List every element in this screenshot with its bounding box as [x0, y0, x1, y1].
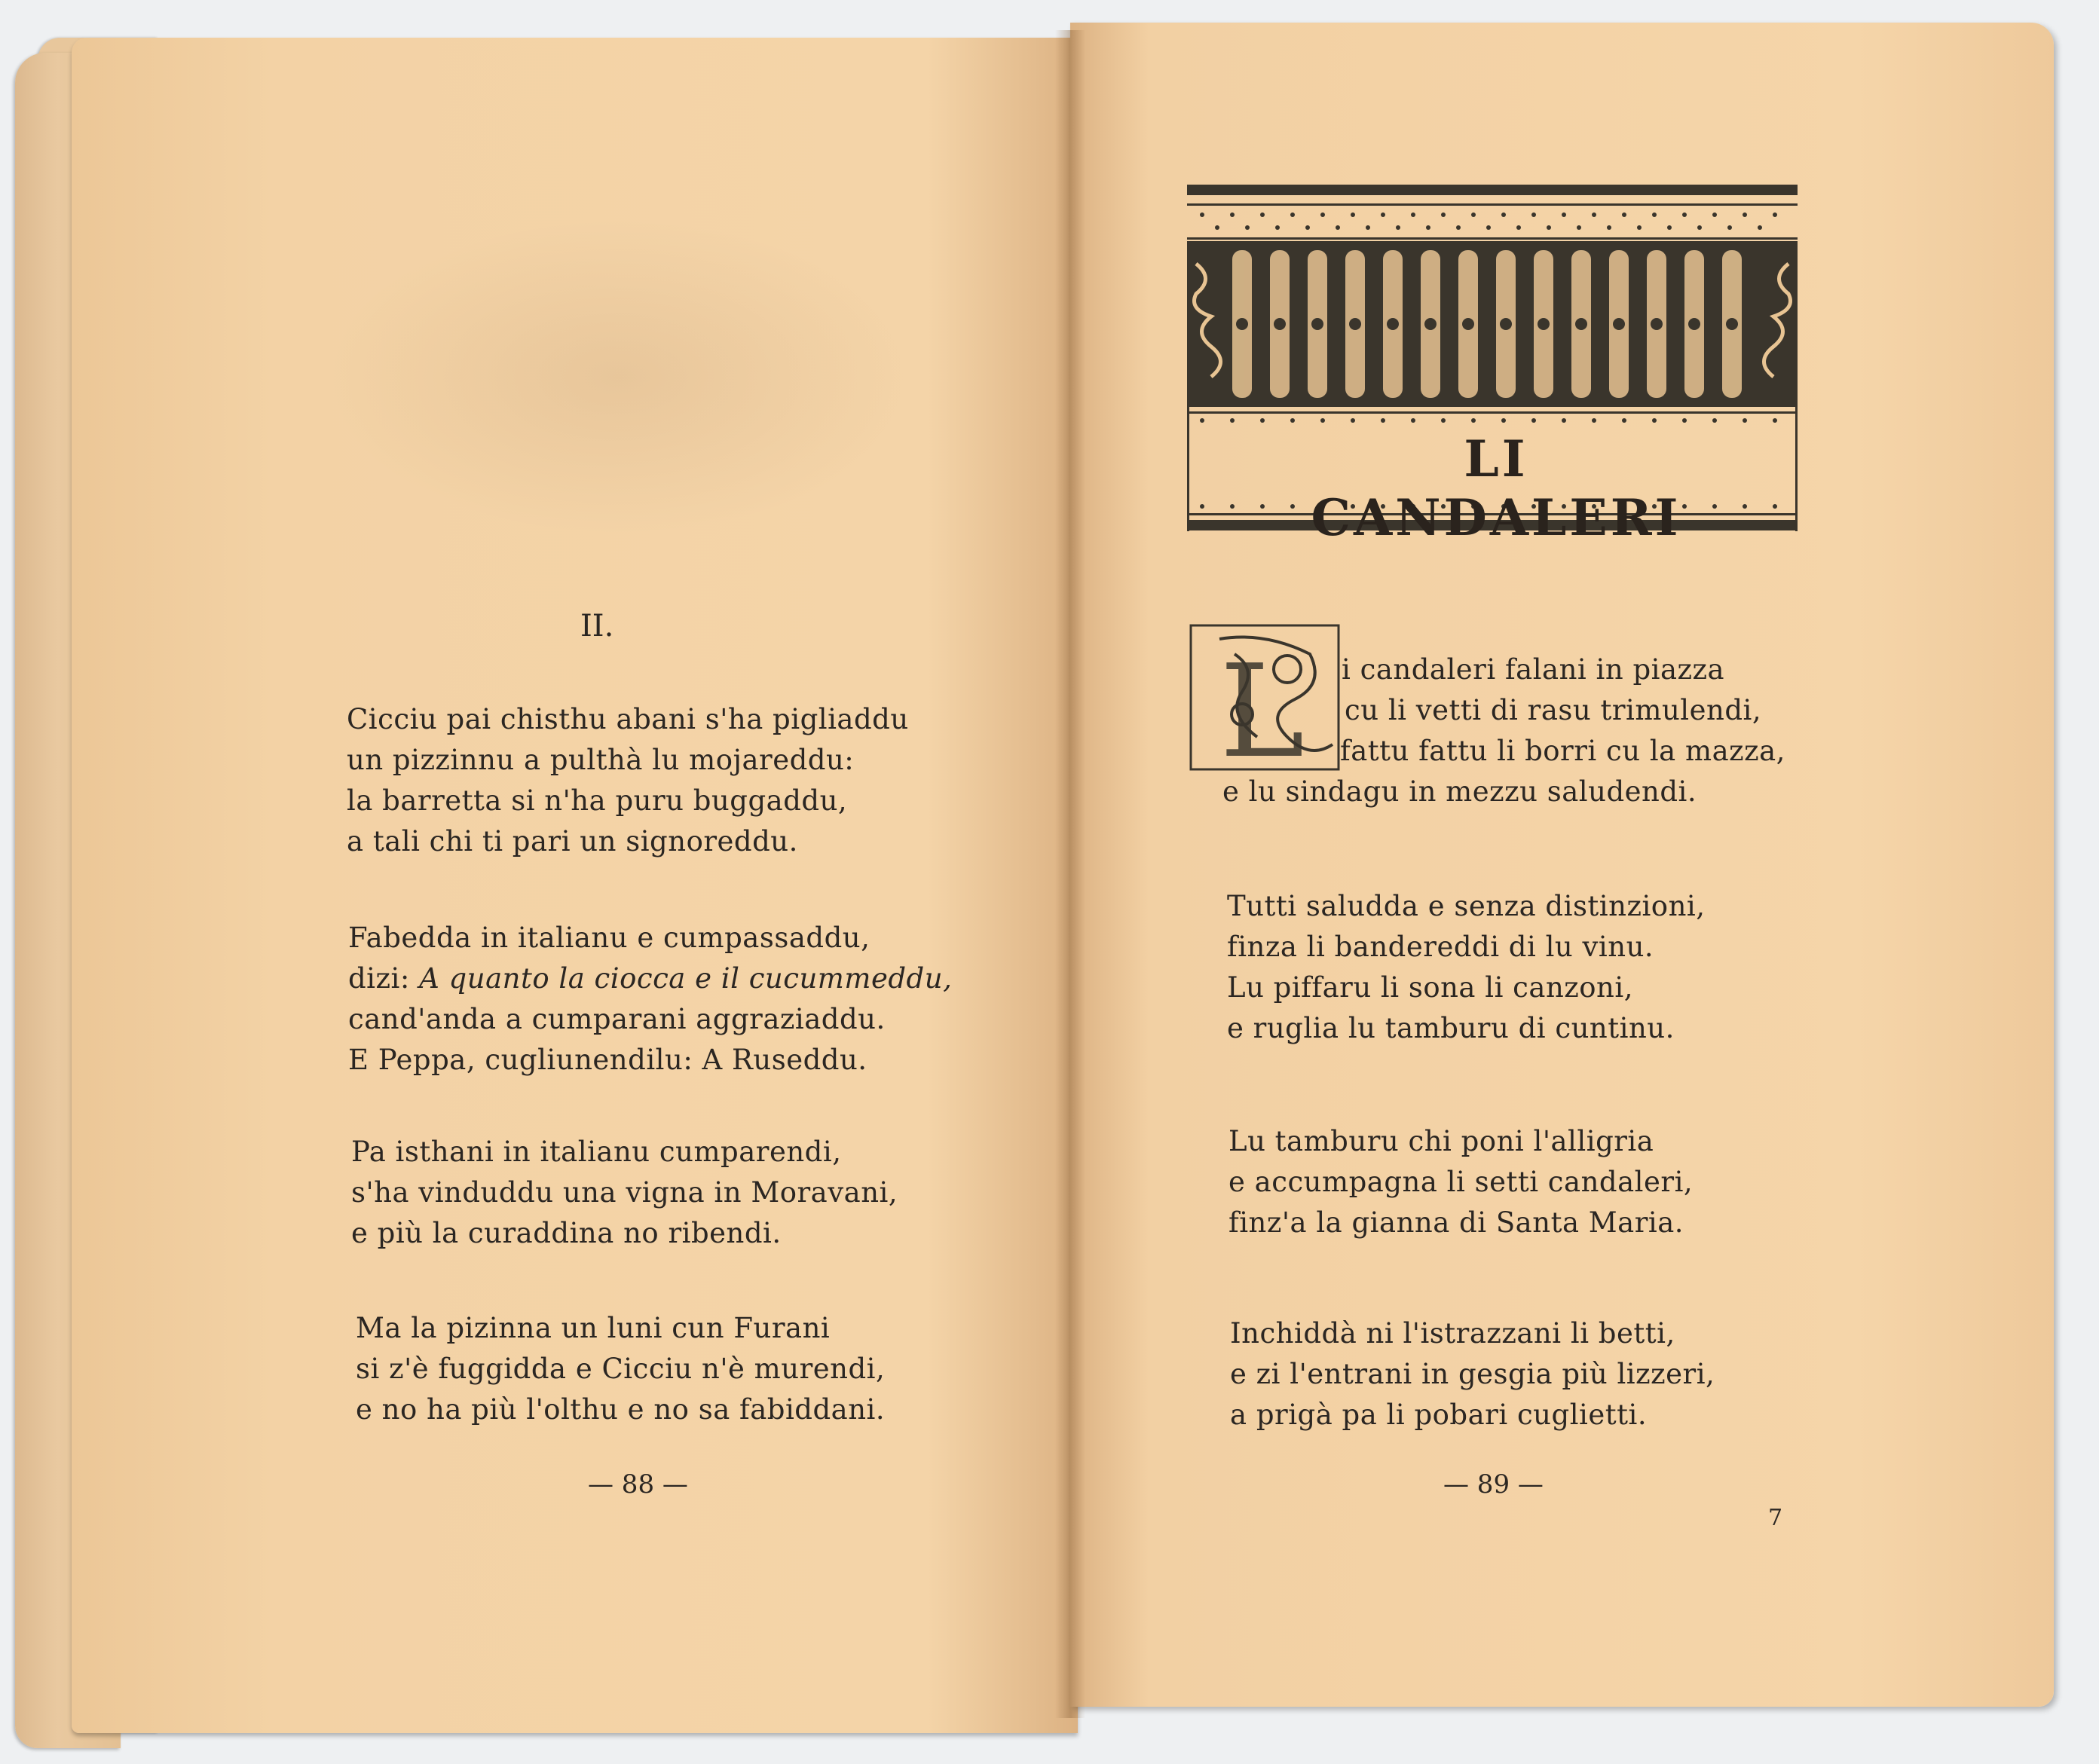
left-stanza-3 — [351, 1132, 898, 1254]
right-stanza-1-indented — [1342, 650, 1785, 772]
dropcap-letter: L — [1219, 637, 1305, 771]
italic-phrase: A quanto la ciocca e il cucummeddu, — [419, 962, 953, 995]
right-stanza-4 — [1230, 1313, 1715, 1435]
verse-line: un pizzinnu a pulthà lu mojareddu: — [347, 744, 855, 776]
verse-line: Ma la pizinna un luni cun Furani — [356, 1312, 831, 1344]
verse-line: Fabedda in italianu e cumpassaddu, — [348, 922, 871, 954]
verse-line: a tali chi ti pari un signoreddu. — [347, 825, 798, 858]
verse-line: finz'a la gianna di Santa Maria. — [1228, 1206, 1684, 1239]
book-gutter — [1055, 30, 1085, 1718]
verse-line: Pa isthani in italianu cumparendi, — [351, 1136, 842, 1168]
verse-line: s'ha vinduddu una vigna in Moravani, — [351, 1176, 898, 1209]
verse-line: Cicciu pai chisthu abani s'ha pigliaddu — [347, 703, 909, 735]
signature-mark: 7 — [1768, 1505, 1783, 1531]
left-stanza-2 — [348, 918, 952, 1081]
verse-line: Lu piffaru li sona li canzoni, — [1227, 971, 1633, 1004]
verse-line: la barretta si n'ha puru buggaddu, — [347, 784, 848, 817]
verse-line: a prigà pa li pobari cuglietti. — [1230, 1399, 1648, 1431]
verse-line: i candaleri falani in piazza — [1342, 653, 1725, 686]
bleed-through-shadow — [324, 219, 912, 535]
verse-line: si z'è fuggidda e Cicciu n'è murendi, — [356, 1353, 886, 1385]
verse-prefix: dizi: — [348, 962, 420, 995]
poem-title: LI CANDALERI — [1311, 430, 1681, 547]
verse-line: e no ha più l'olthu e no sa fabiddani. — [356, 1393, 886, 1426]
right-stanza-1-last — [1222, 772, 1697, 812]
verse-line: Tutti saludda e senza distinzioni, — [1227, 890, 1706, 922]
right-stanza-2 — [1227, 886, 1706, 1049]
verse-line: cu li vetti di rasu trimulendi, — [1345, 694, 1762, 726]
verse-line-with-italic — [348, 958, 952, 999]
left-stanza-1 — [347, 699, 909, 862]
verse-line: finza li bandereddi di lu vinu. — [1227, 931, 1654, 963]
left-stanza-4 — [356, 1308, 885, 1430]
verse-line: e ruglia lu tamburu di cuntinu. — [1227, 1012, 1675, 1044]
verse-line: e più la curaddina no ribendi. — [351, 1217, 782, 1249]
verse-line: e accumpagna li setti candaleri, — [1228, 1166, 1694, 1198]
right-stanza-3 — [1228, 1121, 1693, 1243]
verse-line: Lu tamburu chi poni l'alligria — [1228, 1125, 1654, 1157]
verse-line: cand'anda a cumparani aggraziaddu. — [348, 1003, 886, 1035]
verse-line: E Peppa, cugliunendilu: A Ruseddu. — [348, 1044, 867, 1076]
verse-line: e lu sindagu in mezzu saludendi. — [1222, 775, 1697, 808]
verse-line: e zi l'entrani in gesgia più lizzeri, — [1230, 1358, 1715, 1390]
right-page-number: — 89 — — [1443, 1469, 1544, 1500]
left-page-number: — 88 — — [588, 1469, 688, 1500]
verse-line: Inchiddà ni l'istrazzani li betti, — [1230, 1317, 1675, 1350]
verse-line: fattu fattu li borri cu la mazza, — [1340, 735, 1785, 767]
dropcap-ornament-icon — [1189, 624, 1340, 771]
section-numeral: II. — [580, 609, 614, 644]
